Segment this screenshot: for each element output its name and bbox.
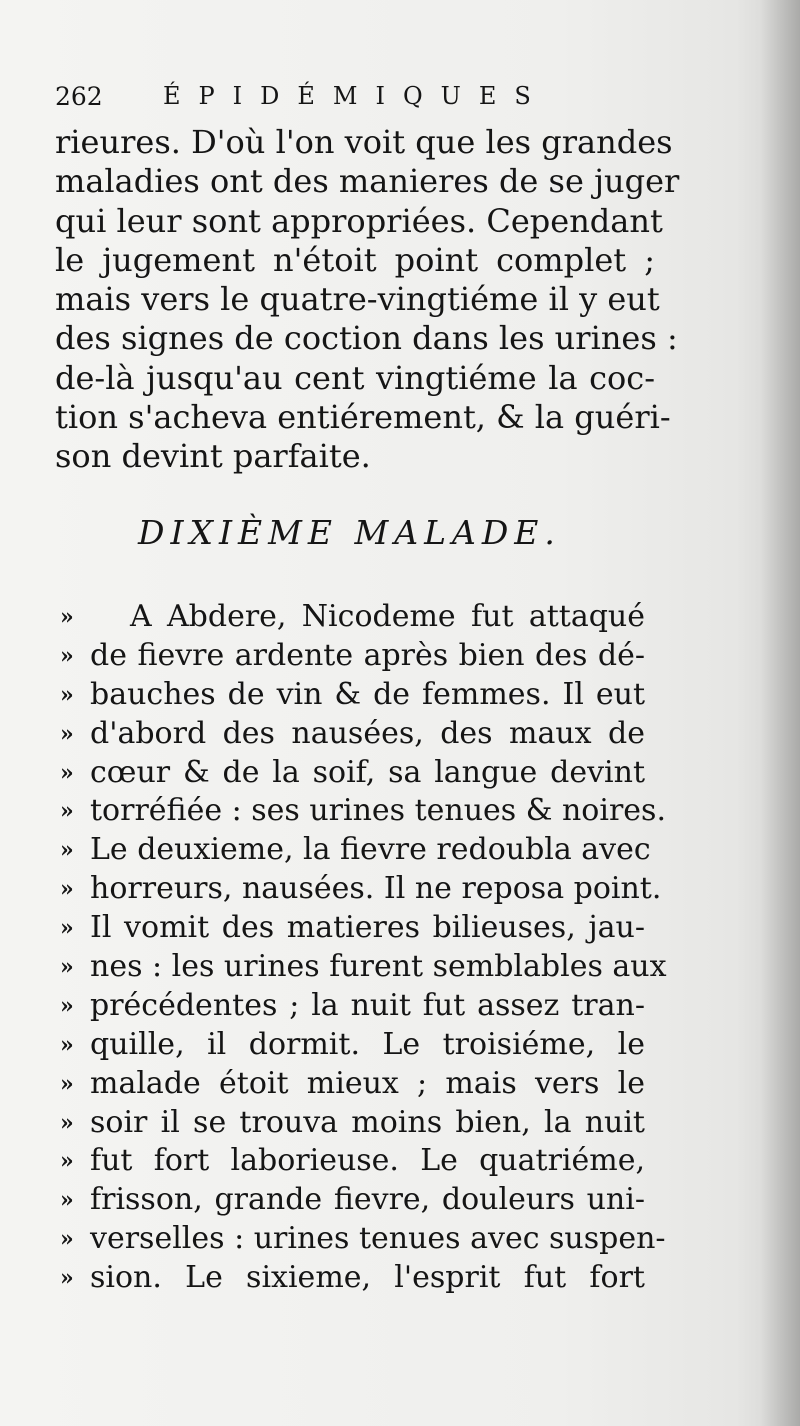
- quote-mark: »: [60, 681, 74, 708]
- quote-line-text: d'abord des nausées, des maux de: [90, 715, 645, 751]
- quote-line-text: sion. Le sixieme, l'esprit fut fort: [90, 1260, 645, 1296]
- quote-line-text: cœur & de la soif, sa langue devint: [90, 754, 645, 790]
- quote-line-text: soir il se trouva moins bien, la nuit: [90, 1104, 645, 1140]
- page-gutter-shadow: [760, 0, 800, 1426]
- text-line: qui leur sont appropriées. Cependant: [55, 201, 663, 240]
- quote-mark: »: [60, 798, 74, 825]
- text-line: maladies ont des manieres de se juger: [55, 162, 680, 201]
- quote-mark: »: [60, 1070, 74, 1097]
- quote-line-text: Le deuxieme, la fievre redoubla avec: [90, 832, 651, 868]
- quote-mark: »: [60, 1109, 74, 1136]
- quote-line: [60, 909, 645, 948]
- quote-line: [60, 1065, 645, 1104]
- text-line: mais vers le quatre-vingtiéme il y eut: [55, 280, 660, 319]
- quote-mark: »: [60, 1226, 74, 1253]
- quote-line-text: Il vomit des matieres bilieuses, jau-: [90, 910, 645, 946]
- quote-line-text: de fievre ardente après bien des dé-: [90, 637, 645, 673]
- quote-line: [60, 715, 645, 754]
- section-heading: DIXIÈME MALADE.: [138, 513, 561, 552]
- quote-line-text: précédentes ; la nuit fut assez tran-: [90, 987, 645, 1023]
- quote-mark: »: [60, 604, 74, 630]
- quote-line: [60, 1104, 645, 1143]
- quote-mark: »: [60, 915, 74, 942]
- quote-line: [60, 598, 645, 637]
- quote-mark: »: [60, 759, 74, 786]
- text-line: le jugement n'étoit point complet ;: [55, 240, 655, 279]
- text-line: tion s'acheva entiérement, & la guéri-: [55, 398, 671, 437]
- text-line: son devint parfaite.: [55, 437, 371, 476]
- quote-line: [60, 792, 666, 831]
- quote-line-text: fut fort laborieuse. Le quatriéme,: [90, 1143, 645, 1179]
- quote-line-text: verselles : urines tenues avec suspen-: [90, 1221, 666, 1257]
- quote-line: [60, 831, 651, 870]
- quote-mark: »: [60, 876, 74, 903]
- quote-line-text: A Abdere, Nicodeme fut attaqué: [130, 599, 645, 634]
- quote-mark: »: [60, 1031, 74, 1058]
- quote-mark: »: [60, 720, 74, 747]
- quote-line: [60, 676, 645, 715]
- quote-line-text: nes : les urines furent semblables aux: [90, 949, 667, 985]
- running-head: [55, 82, 595, 122]
- text-line: rieures. D'où l'on voit que les grandes: [55, 123, 673, 161]
- page-number: 262: [55, 82, 103, 111]
- quote-mark: »: [60, 642, 74, 669]
- quote-line-text: horreurs, nausées. Il ne reposa point.: [90, 871, 662, 907]
- quote-line: [60, 1181, 645, 1220]
- quote-mark: »: [60, 1148, 74, 1175]
- running-title: ÉPIDÉMIQUES: [163, 82, 549, 110]
- quote-line-text: torréfiée : ses urines tenues & noires.: [90, 793, 666, 829]
- quote-line: [60, 1220, 666, 1259]
- quote-mark: »: [60, 1265, 74, 1292]
- quote-line: [60, 870, 662, 909]
- text-line: des signes de coction dans les urines :: [55, 319, 678, 358]
- quote-line-text: bauches de vin & de femmes. Il eut: [90, 676, 645, 712]
- quote-mark: »: [60, 837, 74, 864]
- text-line: de-là jusqu'au cent vingtiéme la coc-: [55, 358, 655, 397]
- quote-line: [60, 754, 645, 793]
- quote-mark: »: [60, 954, 74, 981]
- quote-line-text: quille, il dormit. Le troisiéme, le: [90, 1026, 645, 1062]
- quoted-case-report: [60, 598, 667, 1298]
- quote-line-text: malade étoit mieux ; mais vers le: [90, 1065, 645, 1101]
- quote-line: [60, 1142, 645, 1181]
- quote-line: [60, 987, 645, 1026]
- quote-line: [60, 1026, 645, 1065]
- quote-mark: »: [60, 1187, 74, 1214]
- quote-mark: »: [60, 992, 74, 1019]
- quote-line: [60, 948, 667, 987]
- quote-line-text: frisson, grande fievre, douleurs uni-: [90, 1182, 645, 1218]
- quote-line: [60, 1259, 645, 1298]
- quote-line: [60, 637, 645, 676]
- continuation-paragraph: [55, 123, 680, 477]
